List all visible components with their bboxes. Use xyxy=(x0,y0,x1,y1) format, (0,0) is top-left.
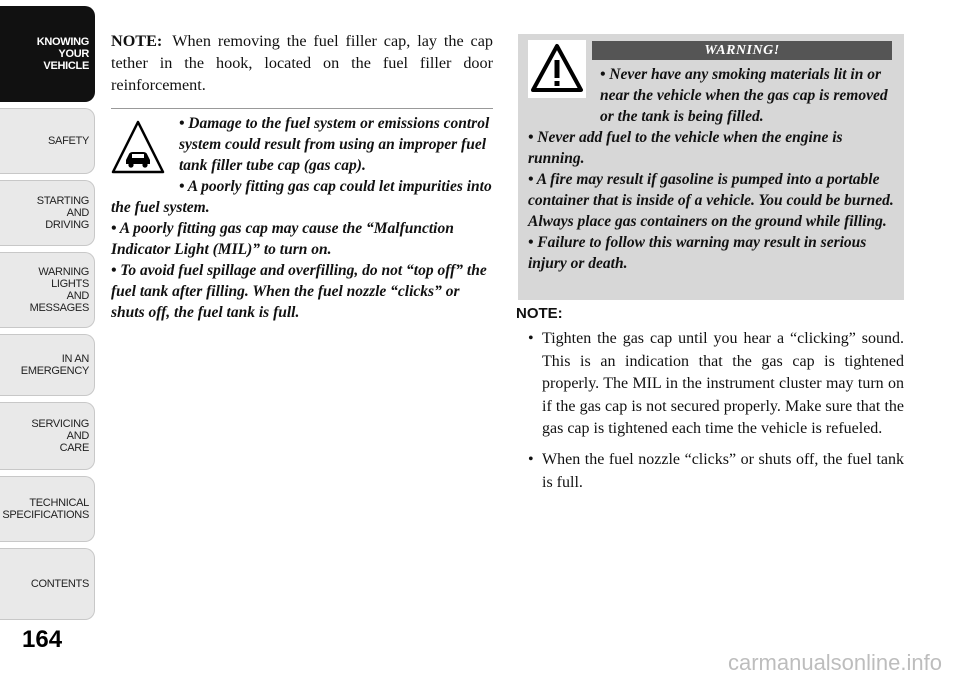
tab-label: CONTENTS xyxy=(30,578,89,590)
caution-bullet: • Damage to the fuel system or emissions control system could result from using an improper fuel tank filler tube cap (gas cap). xyxy=(179,115,490,174)
note-item xyxy=(516,328,904,441)
tab-in-an-emergency[interactable] xyxy=(0,334,95,396)
bullet-dot: • xyxy=(528,450,534,468)
tab-technical-specifications[interactable] xyxy=(0,476,95,542)
page-number: 164 xyxy=(22,626,63,653)
tab-label: TECHNICAL SPECIFICATIONS xyxy=(2,497,89,521)
caution-text xyxy=(111,113,493,323)
tab-label: STARTING AND DRIVING xyxy=(36,195,89,231)
tab-safety[interactable] xyxy=(0,108,95,174)
tab-label: WARNING LIGHTS AND MESSAGES xyxy=(29,266,89,314)
warning-box xyxy=(518,34,904,300)
tab-label: KNOWING YOUR VEHICLE xyxy=(36,36,89,72)
notes-title: NOTE: xyxy=(516,305,563,322)
watermark: carmanualsonline.info xyxy=(727,650,942,675)
tab-knowing-your-vehicle[interactable] xyxy=(0,6,95,102)
warning-bullet: • Failure to follow this warning may result in serious injury or death. xyxy=(528,234,867,272)
gas-cap-notes xyxy=(516,305,904,502)
caution-bullet: • A poorly fitting gas cap may cause the “Malfunction Indicator Light (MIL)” to turn on. xyxy=(111,220,454,258)
note-item-text: When the fuel nozzle “clicks” or shuts off, the fuel tank is full. xyxy=(542,450,904,491)
note-item xyxy=(516,449,904,494)
chapter-sidebar xyxy=(0,0,100,678)
note-label: NOTE: xyxy=(111,32,163,50)
tab-label: SAFETY xyxy=(48,135,89,147)
caution-block xyxy=(111,108,493,323)
tab-label: IN AN EMERGENCY xyxy=(20,353,89,377)
tab-starting-and-driving[interactable] xyxy=(0,180,95,246)
note-item-text: Tighten the gas cap until you hear a “clicking” sound. This is an indication that the gas cap is tightened properly. The MIL in the instrument cluster may turn on if the gas cap is not secured properly. Make sure that the gas cap is tightened each time the vehicle is refueled. xyxy=(542,330,904,438)
tab-warning-lights[interactable] xyxy=(0,252,95,328)
caution-bullet: • To avoid fuel spillage and overfilling, do not “top off” the fuel tank after filling. When the fuel nozzle “clicks” or shuts off, the fuel tank is full. xyxy=(111,262,487,321)
tab-servicing-and-care[interactable] xyxy=(0,402,95,470)
note-paragraph xyxy=(111,30,493,96)
bullet-dot: • xyxy=(528,330,534,347)
warning-text xyxy=(528,64,896,274)
warning-bullet: • Never add fuel to the vehicle when the engine is running. xyxy=(528,129,843,167)
note-text: When removing the fuel filler cap, lay the cap tether in the hook, located on the fuel filler door reinforcement. xyxy=(111,32,493,94)
caution-bullet: • A poorly fitting gas cap could let impurities into the fuel system. xyxy=(111,178,492,216)
warning-heading: WARNING! xyxy=(592,41,892,60)
car-caution-icon xyxy=(111,119,165,175)
tab-contents[interactable] xyxy=(0,548,95,620)
caution-divider xyxy=(111,108,493,109)
tab-label: SERVICING AND CARE xyxy=(31,418,89,454)
warning-bullet: • A fire may result if gasoline is pumped into a portable container that is inside of a vehicle. You could be burned. Always place gas containers on the ground while filling. xyxy=(528,171,894,230)
warning-bullet: • Never have any smoking materials lit in or near the vehicle when the gas cap is removed or the tank is being filled. xyxy=(600,66,888,125)
fuel-cap-note xyxy=(111,30,493,96)
